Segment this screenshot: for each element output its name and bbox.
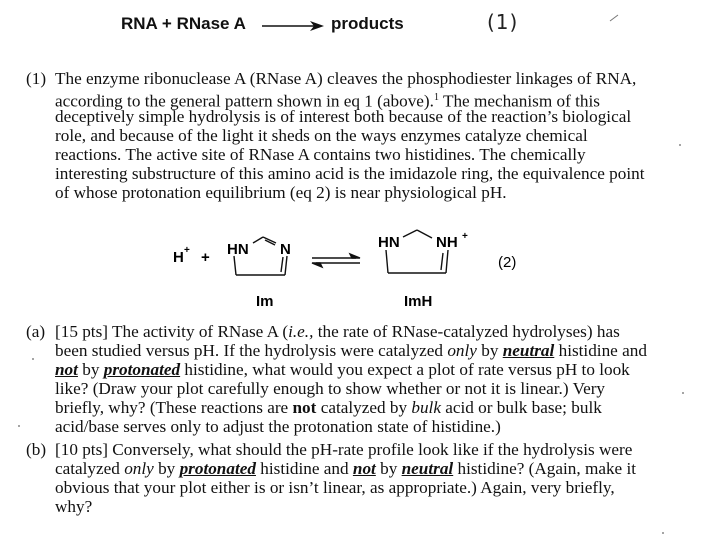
para1-line-1: The enzyme ribonuclease A (RNase A) cleaves the phosphodiester linkages of RNA, — [55, 69, 637, 88]
scan-speck — [679, 144, 681, 146]
para1-line-6: interesting substructure of this amino acid is the imidazole ring, the equivalence point — [55, 164, 645, 183]
imh-n1-label: HN — [378, 234, 400, 251]
part-a-line-2 — [55, 341, 647, 360]
part-b-by: by — [153, 459, 180, 478]
part-a-l5c: acid or bulk base; bulk — [440, 398, 602, 417]
im-n3-label: N — [280, 241, 291, 258]
scan-speck — [32, 358, 34, 360]
part-b-protonated: protonated — [179, 459, 256, 478]
part-b-only: only — [124, 459, 154, 478]
para1-number: (1) — [26, 69, 47, 88]
part-a-l1-tail: the rate of RNase-catalyzed hydrolyses) has — [313, 322, 620, 341]
im-name: Im — [256, 293, 274, 310]
imh-name: ImH — [404, 293, 433, 310]
equation-2-diagram — [170, 225, 530, 320]
scan-speck — [682, 392, 684, 394]
para1-line-4: role, and because of the light it sheds on the ways enzymes catalyze chemical — [55, 126, 588, 145]
part-a-l3-tail: histidine, what would you expect a plot of rate versus pH to look — [180, 360, 630, 379]
part-b-l2-tail: histidine? (Again, make it — [453, 459, 637, 478]
part-a-only: only — [447, 341, 477, 360]
part-a-l5a: briefly, why? (These reactions are — [55, 398, 293, 417]
part-b-not: not — [352, 459, 376, 478]
equilibrium-arrows-icon — [312, 254, 360, 267]
scan-speck — [662, 532, 664, 534]
part-b-by-2: by — [375, 459, 402, 478]
part-a-line-6: acid/base serves only to adjust the protonation state of histidine.) — [55, 417, 501, 436]
para1-line-7: of whose protonation equilibrium (eq 2) is near physiological pH. — [55, 183, 507, 202]
part-b-line-1: [10 pts] Conversely, what should the pH-rate profile look like if the hydrolysis were — [55, 440, 633, 459]
part-b-line-3: obvious that your plot either is or isn’t linear, as appropriate.) Again, very briefly, — [55, 478, 615, 497]
stray-mark-icon — [609, 14, 619, 22]
part-a-neutral: neutral — [502, 341, 555, 360]
part-a-protonated: protonated — [103, 360, 181, 379]
part-a-line-1 — [55, 322, 620, 341]
part-a-l1: [15 pts] The activity of RNase A ( — [55, 322, 289, 341]
im-n1-label: HN — [227, 241, 249, 258]
part-b-neutral: neutral — [401, 459, 454, 478]
part-a-not: not — [55, 360, 78, 379]
part-a-line-4: like? (Draw your plot carefully enough to show whether or not it is linear.) Very — [55, 379, 606, 398]
para1-line-2-tail: The mechanism of this — [438, 91, 600, 111]
part-b-label: (b) — [26, 440, 47, 459]
part-b-line-2 — [55, 459, 636, 478]
eq1-products: products — [331, 14, 404, 33]
para1-line-5: reactions. The active site of RNase A contains two histidines. The chemically — [55, 145, 586, 164]
plus-sign: + — [201, 249, 210, 266]
part-b-mid: histidine and — [255, 459, 353, 478]
part-a-by-2: by — [77, 360, 104, 379]
part-a-l2-tail: histidine and — [554, 341, 647, 360]
para1-line-3: deceptively simple hydrolysis is of interest both because of the reaction’s biological — [55, 107, 632, 126]
part-a-line-5 — [55, 398, 602, 417]
part-a-label: (a) — [26, 322, 46, 341]
para1-line-2-text: according to the general pattern shown in eq 1 (above). — [55, 91, 434, 111]
proton-charge: + — [184, 245, 190, 256]
part-a-ie: i.e., — [288, 322, 314, 341]
footnote-mark: 1 — [433, 92, 439, 103]
part-a-by: by — [476, 341, 503, 360]
part-b-l2a: catalyzed — [55, 459, 125, 478]
scan-speck — [18, 425, 20, 427]
eq1-handwritten-label: (1) — [487, 10, 519, 34]
part-b-line-4: why? — [55, 497, 93, 516]
eq2-number: (2) — [498, 254, 517, 271]
part-a-l5-bold: not — [292, 398, 317, 417]
part-a-l5b: catalyzed by — [316, 398, 412, 417]
reaction-arrow-icon — [262, 20, 324, 32]
imh-n3-label: NH — [436, 234, 458, 251]
imh-charge: + — [462, 231, 468, 242]
eq1-reactants: RNA + RNase A — [121, 14, 246, 33]
part-a-line-3 — [55, 360, 630, 379]
part-a-l2: been studied versus pH. If the hydrolysis were catalyzed — [55, 341, 448, 360]
part-a-l5-bulk: bulk — [411, 398, 441, 417]
proton-symbol: H — [173, 249, 184, 266]
